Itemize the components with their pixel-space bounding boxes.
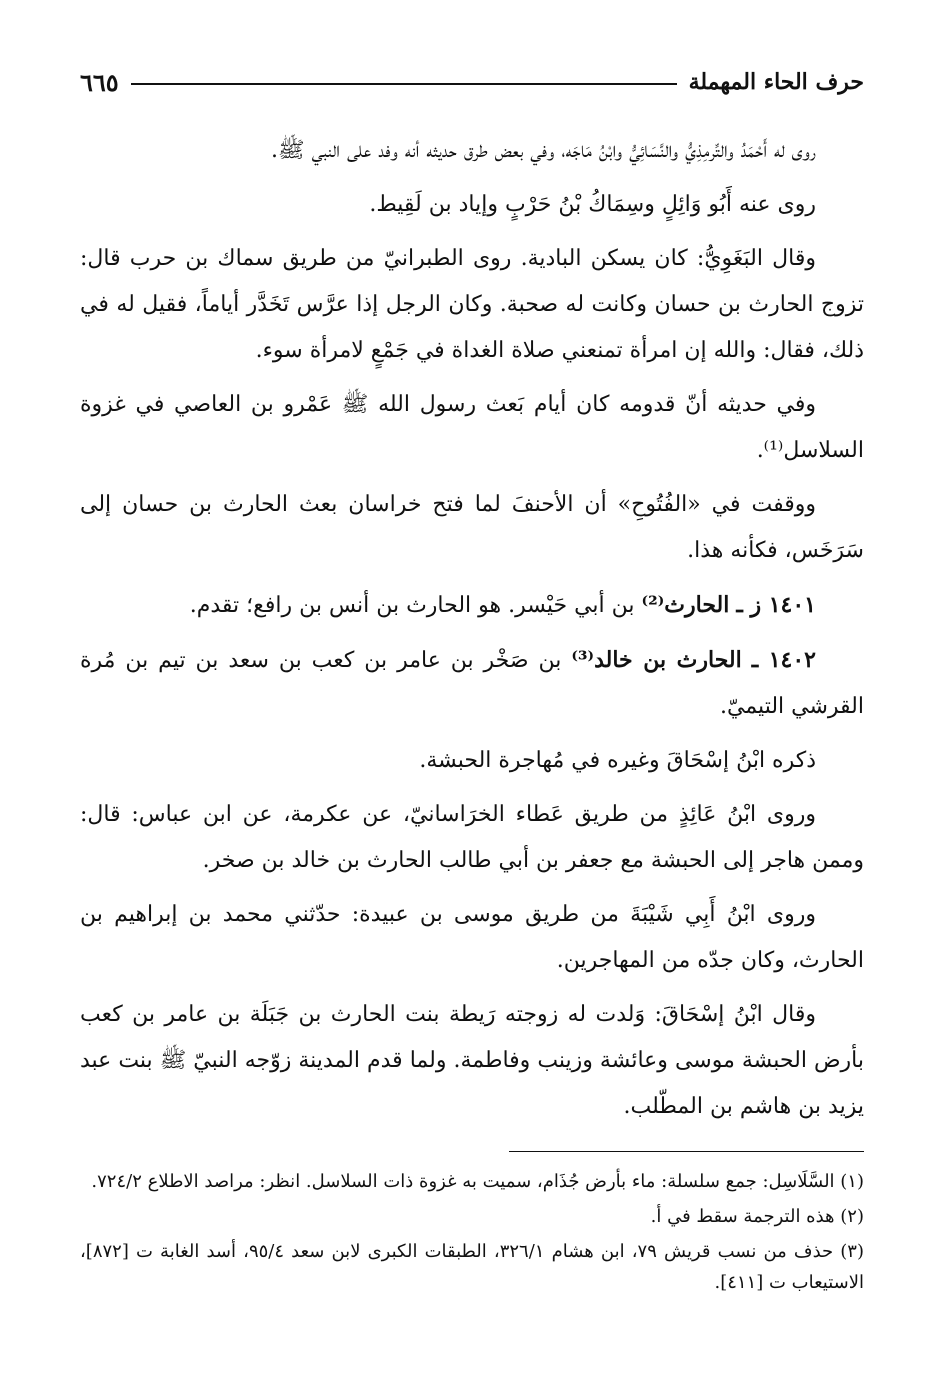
paragraph: وروى ابْنُ أَبِي شَيْبَةَ من طريق موسى بن عبيدة: حدّثني محمد بن إبراهيم بن الحارث، وكان جدّه من المهاجرين.: [80, 902, 864, 973]
page-number: ٦٦٥: [80, 67, 119, 97]
entry-text: بن أبي حَيْسر. هو الحارث بن أنس بن رافع؛ تقدم.: [189, 593, 635, 618]
entry-name: الحارث⁽²⁾: [641, 592, 730, 618]
footnote-divider: [509, 1151, 864, 1152]
entry-name: الحارث بن خالد⁽³⁾: [571, 647, 742, 673]
footnote: (٢) هذه الترجمة سقط في أ.: [650, 1206, 864, 1227]
footnote: (١) السَّلَاسِل: جمع سلسلة: ماء بأرض جُذَام، سميت به غزوة ذات السلاسل. انظر: مراصد الاطلاع ٧٢٤/٢.: [91, 1171, 864, 1192]
paragraph: ووقفت في «الفُتُوحِ» أن الأحنفَ لما فتح خراسان بعث الحارث بن حسان إلى سَرَخَس، فكأنه هذا.: [80, 492, 864, 563]
paragraph: وروى ابْنُ عَائِذٍ من طريق عَطاء الخرَاسانيّ، عن عكرمة، عن ابن عباس: قال: وممن هاجر إلى الحبشة مع جعفر بن أبي طالب الحارث بن خالد بن صخر.: [80, 802, 864, 873]
paragraph: روى عنه أَبُو وَائِلٍ وسِمَاكُ بْنُ حَرْبٍ وإياد بن لَقِيط.: [369, 192, 816, 217]
entry-1401: [80, 582, 864, 629]
paragraph: وقال ابْنُ إسْحَاقَ: وَلدت له زوجته رَيطة بنت الحارث بن جَبَلَة بن عامر بن كعب بأرض الحبشة موسى وعائشة وزينب وفاطمة. ولما قدم المدينة زوّجه النبيّ ﷺ بنت عبد يزيد بن هاشم بن المطّلب.: [80, 1002, 864, 1119]
footnote: (٣) حذف من نسب قريش ٧٩، ابن هشام ٣٢٦/١، الطبقات الكبرى لابن سعد ٩٥/٤، أسد الغابة ت [٨٧٢]، الاستيعاب ت [٤١١].: [80, 1241, 864, 1293]
paragraph: وفي حديثه أنّ قدومه كان أيام بَعث رسول الله ﷺ عَمْرو بن العاصي في غزوة السلاسل⁽¹⁾.: [80, 392, 864, 463]
paragraph: روى له أَحْمَدُ والتِّرمِذِيُّ والنَّسَائِيُّ وابْنُ مَاجَه، وفي بعض طرق حديثه أنه وفد على النبي ﷺ.: [271, 138, 816, 163]
entry-1402: [80, 637, 864, 730]
running-title: حرف الحاء المهملة: [688, 69, 864, 95]
header-rule: [131, 83, 677, 85]
entry-text: بن صَخْر بن عامر بن كعب بن سعد بن تيم بن مُرة القرشي التيميّ.: [80, 648, 864, 719]
entry-number: ١٤٠٢ ـ: [751, 647, 816, 673]
paragraph: ذكره ابْنُ إسْحَاقَ وغيره في مُهاجرة الحبشة.: [419, 748, 816, 773]
entry-number: ١٤٠١ ز ـ: [736, 592, 816, 618]
footnotes: [80, 1166, 864, 1302]
main-text: [80, 128, 864, 1138]
paragraph: وقال البَغَوِيُّ: كان يسكن البادية. روى الطبرانيّ من طريق سماك بن حرب قال: تزوج الحارث بن حسان وكانت له صحبة. وكان الرجل إذا عرَّس تَخَدَّر أياماً، فقيل له في ذلك، فقال: والله إن امرأة تمنعني صلاة الغداة في جَمْعٍ لامرأة سوء.: [80, 246, 864, 363]
page-header: [80, 62, 864, 102]
